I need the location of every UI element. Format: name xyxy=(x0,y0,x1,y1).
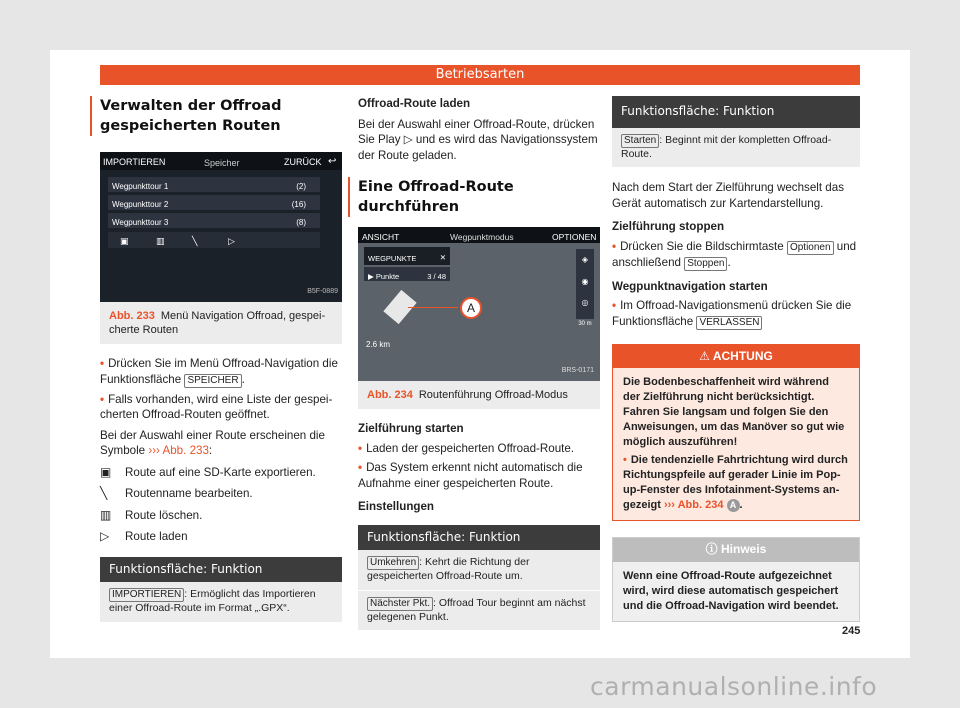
watermark: carmanualsonline.info xyxy=(590,672,878,701)
list-item: • Laden der gespeicherten Offroad-Route. xyxy=(358,441,575,455)
play-icon: ▷ xyxy=(403,133,413,146)
subheading: Wegpunktnavigation starten xyxy=(612,279,768,293)
figure-code: B5F-0889 xyxy=(307,287,338,295)
list-item: • Drücken Sie die Bildschirmtaste Optionen und anschließend Stoppen . xyxy=(612,239,857,269)
back-icon: ↩ xyxy=(328,156,337,167)
column-1 xyxy=(100,96,342,623)
note-box: ⓘ Hinweis Wenn eine Offroad-Route aufgezeichnet wird, wird diese automatisch gespeichert und die Offroad-Navigation wird beendet. xyxy=(612,537,860,622)
subheading: Zielführung starten xyxy=(358,422,464,435)
symbol-row: ▣ Route auf eine SD-Karte exportieren. xyxy=(100,464,316,479)
tab-import: IMPORTIEREN xyxy=(103,157,166,167)
tab-view: ANSICHT xyxy=(362,232,400,242)
figure-icon-toolbar xyxy=(108,232,320,248)
map-controls xyxy=(576,249,594,327)
list-item: • Drücken Sie im Menü Offroad-Navigation die Funktionsfläche SPEICHER . xyxy=(100,357,338,386)
waypoint-panel-title: WEGPUNKTE ✕ xyxy=(364,247,450,265)
zoom-icon: ◈ xyxy=(581,255,589,264)
subheading: Offroad-Route laden xyxy=(358,97,471,110)
save-icon: ▣ xyxy=(100,464,112,479)
scale-label: 30 m xyxy=(578,320,592,327)
trash-icon: ▥ xyxy=(100,507,112,522)
paragraph: Nach dem Start der Zielführung wechselt das Gerät automatisch zur Kartendarstellung. xyxy=(612,181,844,210)
figure-234 xyxy=(358,227,600,381)
function-table-header: Funktionsfläche: Funktion xyxy=(100,557,342,583)
function-table-row: Nächster Pkt. : Offroad Tour beginnt am nächst gelegenen Punkt. xyxy=(358,591,600,632)
page-number: 245 xyxy=(842,625,861,637)
marker-a: A xyxy=(460,297,482,319)
function-table-header: Funktionsfläche: Funktion xyxy=(358,525,600,551)
tab-back: ZURÜCK xyxy=(284,157,322,167)
column-3 xyxy=(612,96,860,622)
close-icon: ✕ xyxy=(439,253,446,262)
figure-caption: Abb. 234 Routenführung Offroad-Modus xyxy=(358,381,600,409)
symbol-row: ╲ Routenname bearbeiten. xyxy=(100,486,253,500)
compass-icon: ◉ xyxy=(581,276,589,286)
list-item: Wegpunkttour 3 (8) xyxy=(108,213,320,228)
symbol-row: ▥ Route löschen. xyxy=(100,507,203,522)
list-item: • Falls vorhanden, wird eine Liste der gespeicherten Offroad-Routen geöffnet. xyxy=(100,392,333,421)
list-item: • Das System erkennt nicht automatisch die Aufnahme einer gespeicherten Route. xyxy=(358,461,583,490)
tab-waypoint-mode: Wegpunktmodus xyxy=(450,232,514,242)
distance-label: 2.6 km xyxy=(366,340,391,349)
subheading: Zielführung stoppen xyxy=(612,220,725,233)
figure-code: BRS-0171 xyxy=(561,366,594,374)
pencil-icon: ╲ xyxy=(192,236,198,246)
warning-icon: ⚠ xyxy=(699,348,710,363)
tab-options: OPTIONEN xyxy=(552,232,597,242)
chapter-header: Betriebsarten xyxy=(100,65,860,85)
pencil-icon: ╲ xyxy=(100,486,108,500)
marker-a: A xyxy=(727,499,740,512)
list-item: • Im Offroad-Navigationsmenü drücken Sie die Funktionsfläche VERLASSEN xyxy=(612,299,852,328)
function-table-row: Umkehren : Kehrt die Richtung der gespeicherten Offroad-Route um. xyxy=(358,550,600,591)
list-item: Wegpunkttour 1 (2) xyxy=(108,177,320,192)
function-table-row: IMPORTIEREN : Ermöglicht das Importieren einer Offroad-Route im Format „.GPX“. xyxy=(100,582,342,623)
symbol-row: ▷ Route laden xyxy=(100,529,188,543)
figure-233 xyxy=(100,152,342,302)
paragraph: Bei der Auswahl einer Route erscheinen die Symbole ››› Abb. 233: xyxy=(100,428,325,457)
target-icon: ◎ xyxy=(581,298,589,307)
callout-line xyxy=(408,307,458,308)
figure-caption: Abb. 233 Menü Navigation Offroad, gespeicherte Routen xyxy=(100,302,342,344)
waypoint-panel-row: ▶ Punkte 3 / 48 xyxy=(364,267,450,281)
column-2 xyxy=(358,96,600,631)
function-table-header: Funktionsfläche: Funktion xyxy=(612,96,860,128)
trash-icon: ▥ xyxy=(156,236,165,246)
paragraph: Bei der Auswahl einer Offroad-Route, drücken Sie Play ▷ und es wird das Navigationssystem der Route geladen. xyxy=(358,117,598,162)
play-icon: ▷ xyxy=(228,236,235,246)
subheading: Einstellungen xyxy=(358,500,435,513)
play-icon: ▷ xyxy=(100,529,110,543)
figure-reference: ››› Abb. 234 xyxy=(663,499,724,511)
tab-storage: Speicher xyxy=(204,158,240,168)
info-icon: ⓘ xyxy=(705,542,718,556)
figure-reference: ››› Abb. 233 xyxy=(148,444,209,457)
save-icon: ▣ xyxy=(120,236,129,246)
list-item: Wegpunkttour 2 (16) xyxy=(108,195,320,210)
warning-box: ⚠ ACHTUNG Die Bodenbeschaffenheit wird während der Zielführung nicht berücksichtigt. Fahren Sie langsam und folgen Sie den Anweisungen, um das Manöver so gut wie möglich auszuführen! • Die tendenzielle Fahrtrichtung wird durch Richtungspfeile auf gerader Linie im Pop-up-Fenster des Infotainment-Systems angezeigt ››› Abb. 234 A . xyxy=(612,344,860,522)
function-table-row: Starten : Beginnt mit der kompletten Offroad-Route. xyxy=(612,128,860,169)
section-heading: Eine Offroad-Route durchführen xyxy=(348,177,600,217)
section-heading: Verwalten der Offroad gespeicherten Routen xyxy=(90,96,342,136)
key-speicher: SPEICHER xyxy=(184,374,241,388)
